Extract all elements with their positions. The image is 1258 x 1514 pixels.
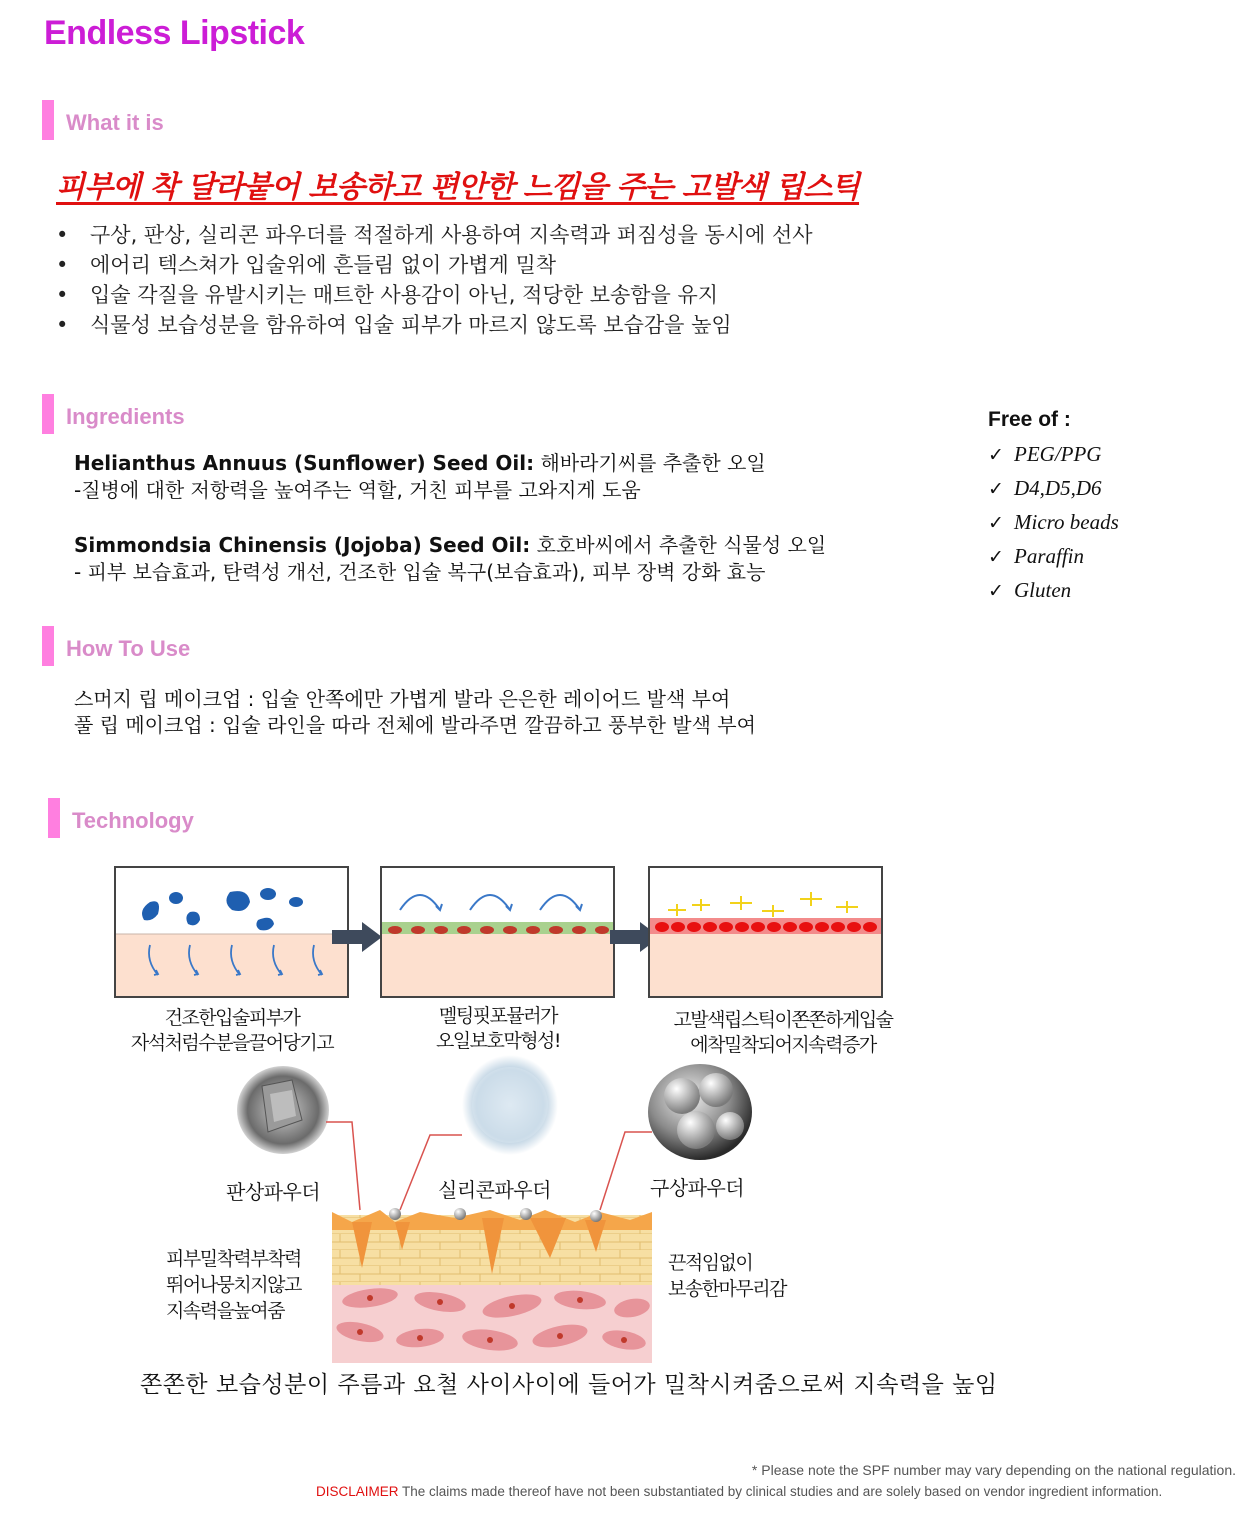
ingredient-item — [74, 532, 826, 586]
section-marker — [42, 626, 54, 666]
list-item: ✓ Gluten — [988, 574, 1119, 608]
list-item: • 에어리 텍스쳐가 입술위에 흔들림 없이 가볍게 밀착 — [56, 250, 813, 280]
free-of-list — [988, 408, 1119, 608]
list-item: ✓ PEG/PPG — [988, 438, 1119, 472]
ingredient-desc: 해바라기씨를 추출한 오일 — [540, 451, 766, 475]
disclaimer-label: DISCLAIMER — [316, 1484, 399, 1499]
step-caption: 멜팅핏포뮬러가 오일보호막형성! — [435, 1005, 561, 1052]
ingredient-effect: -질병에 대한 저항력을 높여주는 역할, 거친 피부를 고와지게 도움 — [74, 478, 641, 502]
ingredient-name: Helianthus Annuus (Sunflower) Seed Oil: — [74, 451, 535, 475]
section-heading-technology: Technology — [72, 808, 194, 833]
section-marker — [42, 394, 54, 434]
skin-cross-section — [332, 1208, 652, 1363]
check-icon: ✓ — [988, 512, 1004, 534]
section-heading-how-to-use: How To Use — [66, 636, 191, 661]
spf-note: * Please note the SPF number may vary depending on the national regulation. — [751, 1462, 1236, 1478]
list-item: • 구상, 판상, 실리콘 파우더를 적절하게 사용하여 지속력과 퍼짐성을 동시에 선사 — [56, 220, 813, 250]
section-heading-what-it-is: What it is — [66, 110, 164, 135]
powder-label: 구상파우더 — [650, 1176, 745, 1200]
step-3-panel — [649, 867, 882, 997]
ingredient-item — [74, 450, 766, 504]
feature-list — [56, 220, 813, 340]
powder-label: 판상파우더 — [226, 1180, 321, 1204]
page-title: Endless Lipstick — [44, 14, 305, 52]
right-note: 끈적임없이 보송한마무리감 — [668, 1252, 786, 1300]
technology-summary: 쫀쫀한 보습성분이 주름과 요철 사이사이에 들어가 밀착시켜줌으로써 지속력을 높임 — [140, 1372, 998, 1398]
disclaimer-text: The claims made thereof have not been substantiated by clinical studies and are solely based on vendor ingredient information. — [398, 1484, 1163, 1499]
list-item: • 입술 각질을 유발시키는 매트한 사용감이 아닌, 적당한 보송함을 유지 — [56, 280, 813, 310]
section-heading-ingredients: Ingredients — [66, 404, 185, 429]
ingredient-effect: - 피부 보습효과, 탄력성 개선, 건조한 입술 복구(보습효과), 피부 장벽 강화 효능 — [74, 560, 766, 584]
section-marker — [42, 100, 54, 140]
tagline: 피부에 착 달라붙어 보송하고 편안한 느낌을 주는 고발색 립스틱 — [56, 170, 860, 205]
step-2-panel — [381, 867, 614, 997]
check-icon: ✓ — [988, 580, 1004, 602]
list-item: • 식물성 보습성분을 함유하여 입술 피부가 마르지 않도록 보습감을 높임 — [56, 310, 813, 340]
usage-line: 풀 립 메이크업 : 입술 라인을 따라 전체에 발라주면 깔끔하고 풍부한 발색 부여 — [74, 713, 756, 737]
ingredient-name: Simmondsia Chinensis (Jojoba) Seed Oil: — [74, 533, 531, 557]
disclaimer — [316, 1484, 1162, 1499]
check-icon: ✓ — [988, 444, 1004, 466]
list-item: ✓ D4,D5,D6 — [988, 472, 1119, 506]
section-marker — [48, 798, 60, 838]
powder-label: 실리콘파우더 — [438, 1178, 551, 1202]
step-caption: 건조한입술피부가 자석처럼수분을끌어당기고 — [130, 1007, 334, 1054]
check-icon: ✓ — [988, 478, 1004, 500]
ingredient-desc: 호호바씨에서 추출한 식물성 오일 — [536, 533, 827, 557]
check-icon: ✓ — [988, 546, 1004, 568]
list-item: ✓ Paraffin — [988, 540, 1119, 574]
usage-line: 스머지 립 메이크업 : 입술 안쪽에만 가볍게 발라 은은한 레이어드 발색 부여 — [74, 687, 731, 711]
free-of-heading: Free of : — [988, 408, 1071, 431]
step-1-panel — [115, 867, 348, 997]
step-caption: 고발색립스틱이쫀쫀하게입술 에착밀착되어지속력증가 — [673, 1009, 893, 1056]
left-note: 피부밀착력부착력 뛰어나뭉치지않고 지속력을높여줌 — [166, 1248, 301, 1322]
list-item: ✓ Micro beads — [988, 506, 1119, 540]
